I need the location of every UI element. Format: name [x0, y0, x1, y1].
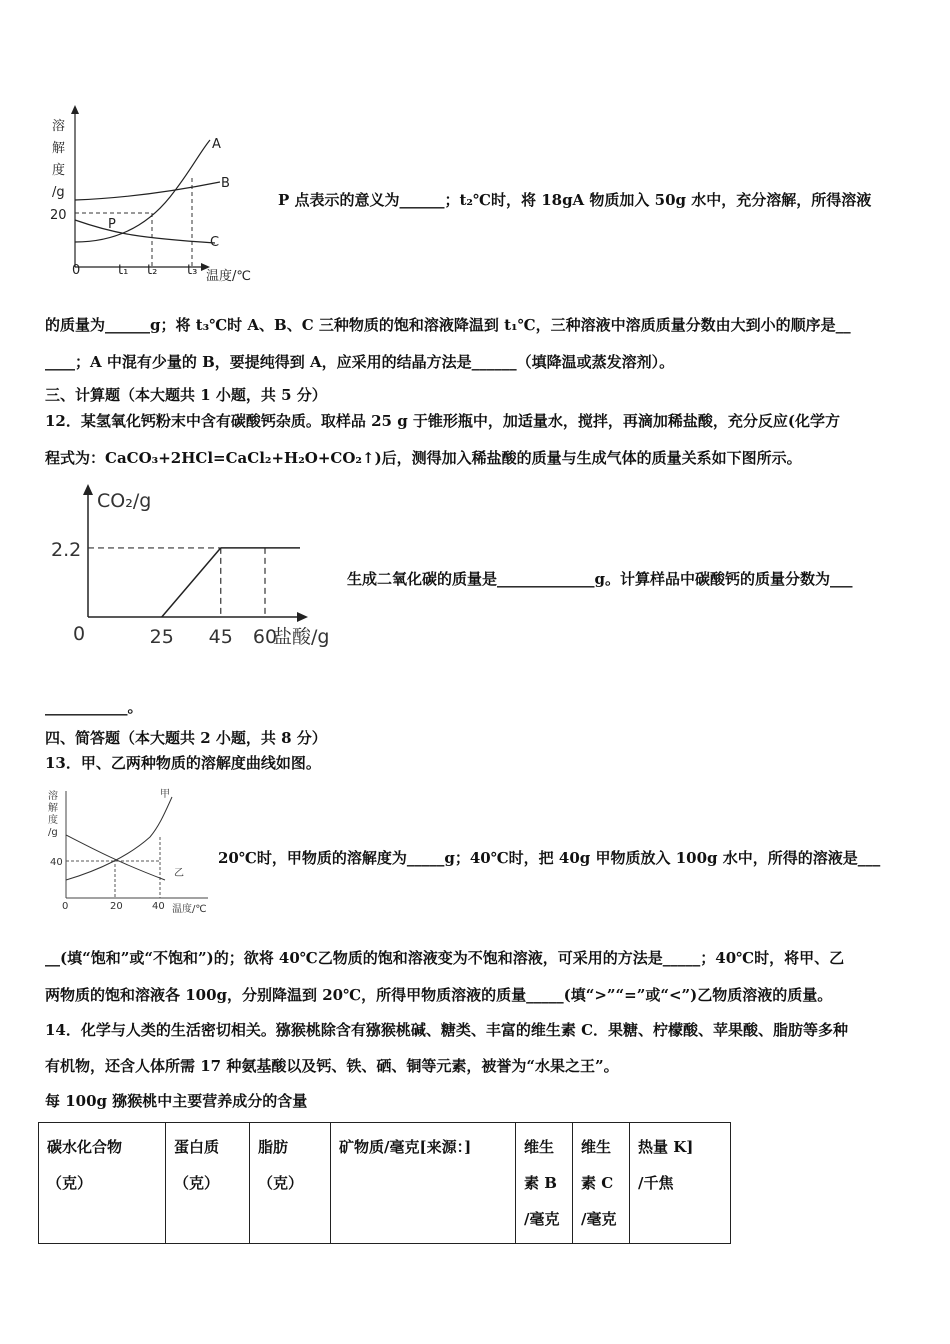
q14-line1: 14．化学与人类的生活密切相关。猕猴桃除含有猕猴桃碱、糖类、丰富的维生素 C．果糖、柠檬酸、苹果酸、脂肪等多种 [45, 1021, 849, 1039]
cell-line: 素 B [524, 1174, 557, 1192]
origin-label: 0 [62, 901, 69, 912]
co2-chart [45, 480, 345, 655]
q14-line2: 有机物，还含人体所需 17 种氨基酸以及钙、铁、硒、铜等元素，被誉为“水果之王”。 [45, 1057, 619, 1075]
x-tick-40: 40 [152, 901, 165, 912]
curve-b-label: B [221, 176, 230, 191]
x-tick-25: 25 [149, 626, 174, 648]
q12-line2: 程式为：CaCO₃+2HCl=CaCl₂+H₂O+CO₂↑)后，测得加入稀盐酸的质量与生成气体的质量关系如下图所示。 [45, 449, 802, 467]
q11-text-line2: 的质量为______g；将 t₃℃时 A、B、C 三种物质的饱和溶液降温到 t₁℃，三种溶液中溶质质量分数由大到小的顺序是__ [45, 316, 851, 334]
q13-text-line1: 20℃时，甲物质的溶解度为_____g；40℃时，把 40g 甲物质放入 100g 水中，所得的溶液是___ [218, 849, 881, 867]
cell-line: 素 C [581, 1174, 614, 1192]
cell-line: （克） [47, 1174, 93, 1192]
solubility-graph-abc [40, 102, 270, 287]
header-protein [166, 1123, 250, 1244]
x-tick-t1: t₁ [118, 263, 129, 278]
q12-answer-cont: ___________。 [45, 698, 143, 716]
x-tick-60: 60 [252, 626, 278, 648]
origin-label: 0 [73, 623, 86, 645]
x-tick-t2: t₂ [147, 263, 158, 278]
curve-jia-label: 甲 [160, 789, 170, 800]
y-axis-arrow [83, 484, 93, 495]
x-tick-20: 20 [110, 901, 123, 912]
y-label-3: 度 [52, 163, 66, 178]
x-axis-label: 温度/℃ [206, 269, 251, 284]
cell-line: （克） [258, 1174, 304, 1192]
curve-a-label: A [212, 137, 221, 152]
curve-c-label: C [210, 235, 220, 250]
header-fat [250, 1123, 331, 1244]
y-label-1: 溶 [52, 119, 66, 134]
section-4-title: 四、简答题（本大题共 2 小题，共 8 分） [45, 729, 327, 747]
data-line-rise [162, 548, 221, 617]
header-vitamin-b [516, 1123, 573, 1244]
cell-line: /千焦 [638, 1174, 674, 1192]
cell-line: /毫克 [581, 1210, 617, 1228]
q14-table-caption: 每 100g 猕猴桃中主要营养成分的含量 [45, 1092, 308, 1110]
origin-label: 0 [72, 263, 81, 278]
y-tick-40: 40 [50, 857, 63, 868]
x-tick-t3: t₃ [187, 263, 198, 278]
x-axis-arrow [297, 612, 308, 622]
x-axis-label: 温度/℃ [172, 904, 207, 915]
q13-line1: 13．甲、乙两种物质的溶解度曲线如图。 [45, 754, 321, 772]
curve-yi-label: 乙 [174, 868, 184, 879]
point-p-label: P [108, 217, 116, 232]
q11-text-line3: ____；A 中混有少量的 B，要提纯得到 A，应采用的结晶方法是______（填降温或蒸发溶剂）。 [45, 353, 675, 371]
cell-line: 碳水化合物 [47, 1138, 123, 1156]
y-label-1: 溶 [48, 791, 58, 802]
q13-text-line2: __(填“饱和”或“不饱和”)的；欲将 40℃乙物质的饱和溶液变为不饱和溶液，可采用的方法是_____；40℃时，将甲、乙 [45, 949, 845, 967]
header-minerals [331, 1123, 516, 1244]
y-label-3: 度 [48, 815, 58, 826]
y-tick-20: 20 [50, 208, 67, 223]
header-vitamin-c [573, 1123, 630, 1244]
cell-line: 维生 [581, 1138, 612, 1156]
table-header-row [39, 1123, 731, 1244]
header-energy [630, 1123, 731, 1244]
cell-line: （克） [174, 1174, 220, 1192]
nutrition-table [38, 1122, 731, 1244]
cell-line: 维生 [524, 1138, 555, 1156]
q11-text-line1: P 点表示的意义为______；t₂℃时，将 18gA 物质加入 50g 水中，充分溶解，所得溶液 [278, 191, 872, 209]
y-label-2: 解 [52, 141, 66, 156]
q12-answer-line: 生成二氧化碳的质量是_____________g。计算样品中碳酸钙的质量分数为___ [347, 570, 853, 588]
cell-line: 矿物质/毫克[来源：] [339, 1138, 472, 1156]
solubility-graph-jia-yi [40, 785, 220, 920]
x-tick-45: 45 [208, 626, 233, 648]
curve-jia [66, 797, 172, 880]
cell-line: 脂肪 [258, 1138, 289, 1156]
y-tick-2-2: 2.2 [51, 539, 82, 561]
y-label-2: 解 [48, 803, 58, 814]
y-label-4: /g [52, 185, 65, 200]
section-3-title: 三、计算题（本大题共 1 小题，共 5 分） [45, 386, 327, 404]
y-axis-arrow [71, 105, 79, 114]
y-label-4: /g [48, 827, 58, 838]
q12-line1: 12．某氢氧化钙粉末中含有碳酸钙杂质。取样品 25 g 于锥形瓶中，加适量水，搅拌，再滴加稀盐酸，充分反应(化学方 [45, 412, 841, 430]
q13-text-line3: 两物质的饱和溶液各 100g，分别降温到 20℃，所得甲物质溶液的质量_____(填“>”“=”或“<”)乙物质溶液的质量。 [45, 986, 833, 1004]
curve-c [75, 220, 215, 243]
curve-b [75, 182, 220, 200]
y-axis-label: CO₂/g [97, 490, 152, 512]
x-axis-label: 盐酸/g [273, 626, 330, 648]
cell-line: 热量 K] [638, 1138, 694, 1156]
cell-line: 蛋白质 [174, 1138, 220, 1156]
header-carbohydrate [39, 1123, 166, 1244]
cell-line: /毫克 [524, 1210, 560, 1228]
curve-yi [66, 835, 165, 880]
